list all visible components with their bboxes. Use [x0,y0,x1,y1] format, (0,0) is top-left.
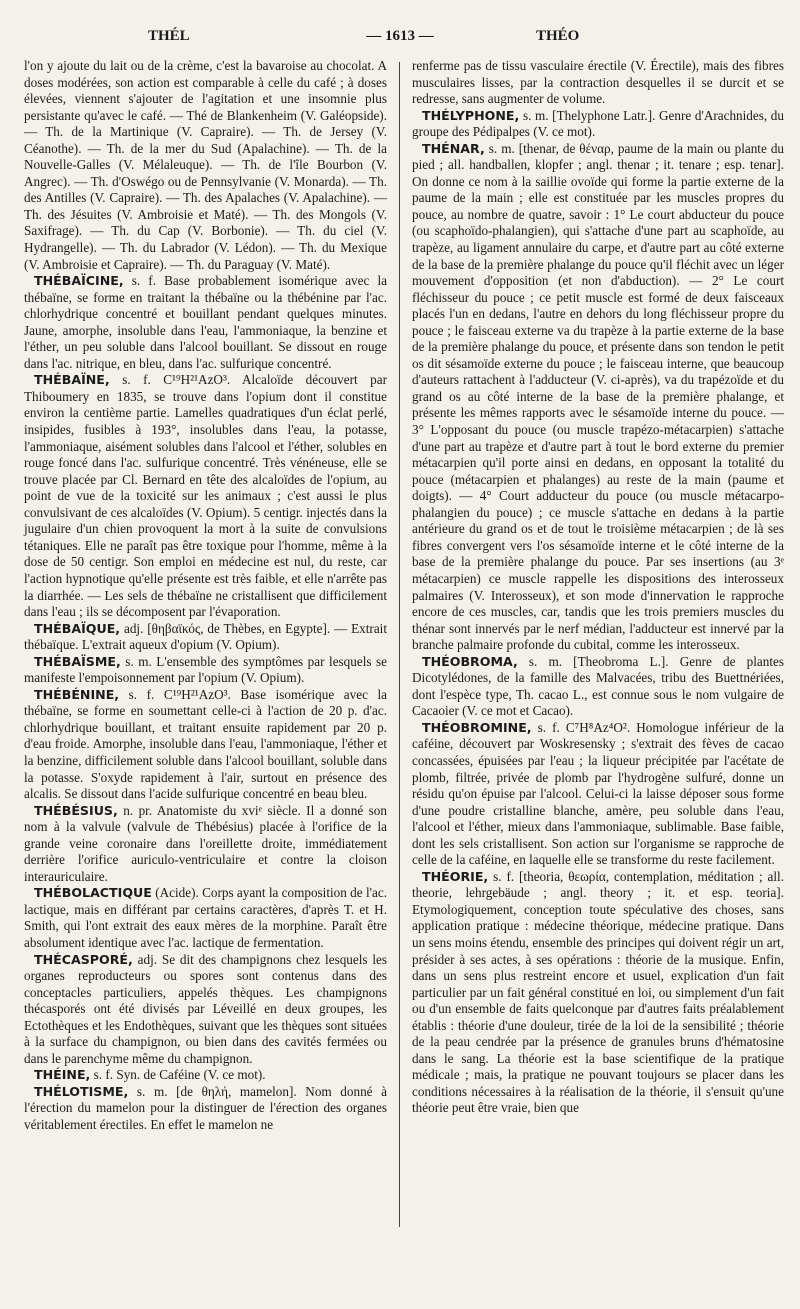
entry-headword: THÉBÉSIUS, [34,802,118,818]
entry-headword: THÉBAÏNE, [34,372,110,388]
dictionary-entry [412,654,784,720]
dictionary-entry [24,654,387,687]
entry-text: s. f. C¹⁹H²¹AzO³. Alcaloïde découvert par Thiboumery en 1835, se trouve dans l'opium dont il constitue environ la centième partie. Lamelles quadratiques d'un éclat perlé, insipides, fusibles à 193°, insolubles dans l'eau, la potasse, l'ammoniaque, aisément solubles dans l'alcool et l'éther, solubles en rouge foncé dans l'ac. sulfurique concentré. Très vénéneuse, elle se trouve placée par Cl. Bernard en tête des alcaloïdes de l'opium, au point de vue de la toxicité sur les animaux ; c'est aussi le plus convulsivant de ces alcaloïdes (V. Opium). 5 centigr. injectés dans la jugulaire d'un chien provoquent la mort à la suite de convulsions tétaniques. Elle ne paraît pas être toxique pour l'homme, même à la dose de 50 centigr. Son emploi en médecine est nul, du reste, car l'action hypnotique qu'elle présente est très faible, et elle n'arrête pas la diarrhée. — Les sels de thébaïne ne cristallisent que difficilement dans l'eau ; ils se décomposent par l'évaporation. [24,372,387,620]
entry-headword: THÉBAÏSME, [34,653,121,669]
entry-headword: THÉLYPHONE, [422,107,520,123]
entry-headword: THÉBÉNINE, [34,686,120,702]
dictionary-entry [412,141,784,654]
entry-text: renferme pas de tissu vasculaire érectile (V. Érectile), mais des fibres musculaires lisses, par la contraction desquelles il se durcit et se redresse, sans augmenter de volume. [412,58,784,107]
dictionary-entry [24,372,387,620]
entry-text: s. f. Syn. de Caféine (V. ce mot). [93,1067,266,1083]
right-column [412,58,784,1117]
entry-headword: THÉCASPORÉ, [34,951,133,967]
running-header [0,28,800,52]
entry-text: s. f. [theoria, θεωρία, contemplation, méditation ; all. theorie, lehrgebäude ; angl. theory ; it. et esp. teoria]. Etymologiquement, conception toute spéculative des choses, sans application pratique : médecine théorique, médecine pratique. Dans un sens moins étendu, ensemble des principes qui doivent régir un art, présider à ses actes, à ses opérations : théorie de la musique. Enfin, dans un sens plus restreint encore et usuel, explication d'un fait particulier par un fait général constitué en loi, ou simplement d'un fait ou d'un ensemble de faits quelconque par d'autres faits préalablement établis : théorie d'une douleur, tirée de la loi de la sensibilité ; théorie de la peau cendrée par la présence de granules bruns d'hématosine dans le sang. La théorie est la base scientifique de la pratique médicale ; mais, la pratique ne pouvant toujours se placer dans les conditions nécessaires à la réalisation de la théorie, il s'ensuit qu'une théorie peut être vraie, bien que [412,868,784,1116]
header-right-word: THÉO [536,28,580,44]
dictionary-entry [24,885,387,951]
entry-headword: THÉNAR, [422,140,485,156]
dictionary-entry [24,952,387,1068]
entry-text: s. m. L'ensemble des symptômes par lesquels se manifeste l'empoisonnement par l'opium (V. Opium). [24,653,388,686]
entry-headword: THÉOBROMINE, [422,719,532,735]
entry-headword: THÉOBROMA, [422,653,518,669]
entry-text: s. f. C¹⁹H²¹AzO³. Base isomérique avec la thébaïne, se forme en soumettant celle-ci à l'action de 20 p. d'ac. chlorhydrique bouillant, et traitant ensuite rapidement par 20 p. d'eau froide. Amorphe, insoluble dans l'eau, l'ammoniaque, l'éther et la benzine, difficilement soluble dans l'alcool bouillant, soluble dans la potasse. S'oxyde rapidement à l'air, surtout en présence des alcalis. Se dissout dans l'acide sulfurique concentré en beau bleu. [24,686,388,802]
entry-text: n. pr. Anatomiste du xviᵉ siècle. Il a donné son nom à la valvule (valvule de Thébésius) placée à l'orifice de la grande veine coronaire dans l'oreillette droite, immédiatement derrière l'orifice auriculo-ventriculaire et contre la cloison interauriculaire. [24,802,387,884]
entry-text: s. f. C⁷H⁸Az⁴O². Homologue inférieur de la caféine, découvert par Woskresensky ; s'extrait des fèves de cacao concassées, épuisées par l'eau ; la liqueur précipitée par l'acétate de plomb, filtrée, privée de plomb par l'hydrogène sulfuré, donne un résidu qu'on épuise par l'alcool. Celui-ci la laisse déposer sous forme d'une poudre cristalline blanche, amère, peu soluble dans l'eau, l'alcool et l'éther, mieux dans l'ammoniaque, sublimable. Base faible, dont les sels cristallisent. Son action sur l'organisme se rapproche de celle de la caféine, en laquelle elle se transforme du reste facilement. [412,719,784,868]
entry-headword: THÉBAÏQUE, [34,620,121,636]
dictionary-entry [24,273,387,372]
entry-headword: THÉBOLACTIQUE [34,885,152,901]
dictionary-entry [412,720,784,869]
dictionary-entry [24,1067,387,1084]
entry-text: adj. Se dit des champignons chez lesquels les organes reproducteurs ou spores sont contenus dans des conceptacles particuliers, appelés thèques. Les champignons thécasporés ont été divisés par Léveillé en deux groupes, les Ectothèques et les Endothèques, suivant que les thèques sont situées à la surface du champignon, ou bien dans des cavités fermées ou dans le parenchyme même du champignon. [24,951,387,1066]
entry-text: s. m. [Thelyphone Latr.]. Genre d'Arachnides, du groupe des Pédipalpes (V. ce mot). [412,107,784,140]
entry-continuation [412,58,784,108]
entry-headword: THÉINE, [34,1067,91,1083]
column-divider [399,62,400,1227]
entry-headword: THÉBAÏCINE, [34,273,124,289]
dictionary-entry [24,803,387,886]
entry-text: (Acide). Corps ayant la composition de l'ac. lactique, mais en différant par certains caractères, d'après T. et H. Smith, qui l'ont extrait des eaux mères de la morphine. Paraît être absolument identique avec l'ac. lactique de fermentation. [24,885,388,950]
entry-continuation [24,58,387,273]
header-left-word: THÉL [148,28,190,44]
entry-text: s. m. [Theobroma L.]. Genre de plantes Dicotylédones, de la famille des Malvacées, tribu des Buettnériées, dont l'espèce type, Th. cacao L., est connue sous le nom vulgaire de Cacaoier (V. ce mot et Cacao). [412,653,785,719]
entry-text: l'on y ajoute du lait ou de la crème, c'est la bavaroise au chocolat. A doses modérées, son action est comparable à celle du café ; à doses élevées, viennent s'ajouter de l'agitation et une insomnie plus persistante qu'avec le café. — Thé de Blankenheim (V. Galéopside). — Th. de la Martinique (V. Capraire). — Th. de Jersey (V. Céanothe). — Th. de la mer du Sud (Apalachine). — Th. de la Nouvelle-Galles (V. Mélaleuque). — Th. de l'île Bourbon (V. Angrec). — Th. d'Oswégo ou de Pennsylvanie (V. Monarda). — Th. des Antilles (V. Capraire). — Th. des Apalaches (V. Apalachine). — Th. des Jésuites (V. Ambroisie et Maté). — Th. des Mongols (V. Saxifrage). — Th. du Cap (V. Borbonie). — Th. du ciel (V. Hydrangelle). — Th. du Labrador (V. Lédon). — Th. du Mexique (V. Ambroisie et Capraire). — Th. du Paraguay (V. Maté). [24,58,387,272]
entry-headword: THÉLOTISME, [34,1083,129,1099]
entry-text: adj. [θηβαϊκός, de Thèbes, en Egypte]. — Extrait thébaïque. L'extrait aqueux d'opium (V. Opium). [24,620,388,653]
entry-text: s. m. [thenar, de θέναρ, paume de la main ou plante du pied ; all. handballen, klopfer ; angl. thenar ; it. tenare ; esp. tenar]. On donne ce nom à la saillie ovoïde qui forme la partie externe de la paume de la main ; elle est constituée par les muscles propres du pouce, au nombre de quatre, savoir : 1° Le court abducteur du pouce (ou scaphoïdo-phalangien), qui s'attache d'une part au scaphoïde, au trapèze, au ligament annulaire du carpe, et d'autre part au côté externe de la base de la première phalange du pouce qu'il fléchit avec un léger mouvement d'opposition (et non d'abduction). — 2° Le court fléchisseur du pouce ; ce petit muscle est formé de deux faisceaux placés l'un en dedans, l'autre en dehors du long fléchisseur propre du pouce ; le faisceau externe va du trapèze à la partie externe de la base de la première phalange du pouce, et présente dans son tendon le petit os dit sésamoïde externe du pouce ; le faisceau interne, que beaucoup d'auteurs rattachent à l'adducteur (V. ci-après), va du trapézoïde et du grand os au côté interne de la base de la première phalange, et présente les mêmes rapports avec le sésamoïde interne du pouce. — 3° L'opposant du pouce (ou muscle trapézo-métacarpien) s'attache d'une part au trapèze et d'autre part à tout le bord externe du premier métacarpien qu'il porte ainsi en dedans, en opposant la totalité du pouce (métacarpien et phalanges) au reste de la main (paume et doigts). — 4° Court adducteur du pouce (ou muscle métacarpo-phalangien du pouce) ; ce muscle s'attache en dedans à la partie antérieure du grand os et de tout le troisième métacarpien ; de là ses fibres convergent vers l'os sésamoïde interne et le côté interne de la base de la première phalange du pouce. Par ses insertions (au 3ᵉ métacarpien) ce muscle rappelle les dispositions des interosseux palmaires (V. Interosseux), et son mode d'innervation le rapproche encore de ces muscles, car, tandis que les trois premiers muscles du thénar sont innervés par le nerf médian, l'adducteur est innervé par la branche palmaire profonde du cubital, comme les interosseux. [412,140,785,653]
entry-headword: THÉORIE, [422,868,489,884]
dictionary-entry [412,869,784,1117]
dictionary-entry [412,108,784,141]
dictionary-entry [24,687,387,803]
dictionary-entry [24,621,387,654]
dictionary-entry [24,1084,387,1134]
left-column [24,58,387,1134]
page-number: — 1613 — [366,28,434,44]
entry-text: s. f. Base probablement isomérique avec la thébaïne, se forme en traitant la thébaïne ou la thébénine par l'ac. chlorhydrique concentré et bouillant pendant quelques minutes. Jaune, amorphe, insoluble dans l'eau, l'ammoniaque, la benzine et l'éther, un peu soluble dans l'alcool bouillant. Se dissout en rouge dans l'ac. nitrique, en bleu, dans l'ac. sulfurique concentré. [24,273,387,371]
entry-text: s. m. [de θηλή, mamelon]. Nom donné à l'érection du mamelon pour la distinguer de l'érection des organes véritablement érectiles. En effet le mamelon ne [24,1083,387,1132]
